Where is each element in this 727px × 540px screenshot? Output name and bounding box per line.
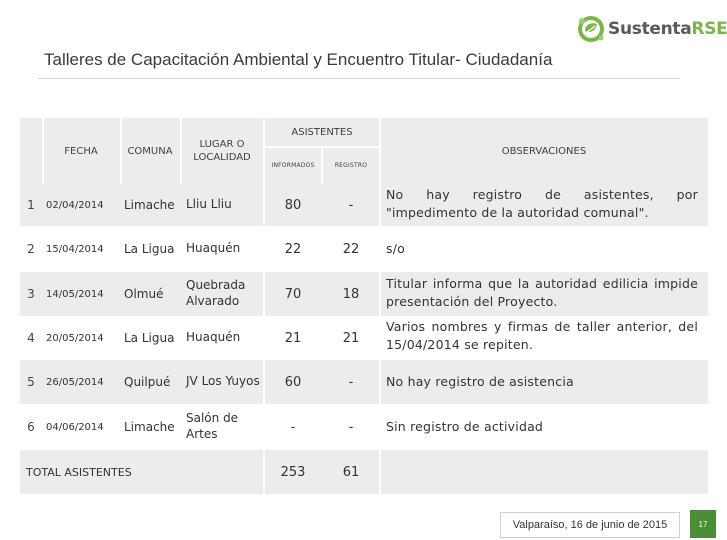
row-fecha: 15/04/2014 (46, 243, 104, 255)
row-observaciones: s/o (386, 240, 405, 256)
row-observaciones: Titular informa que la autoridad edilicia impide presentación del Proyecto. (386, 276, 698, 310)
grid-line (263, 118, 265, 494)
grid-line (379, 118, 381, 494)
header-lugar: LUGAR O LOCALIDAD (180, 118, 264, 184)
row-lugar: Lliu Lliu (186, 197, 232, 212)
row-registro: - (348, 419, 354, 435)
row-lugar: JV Los Yuyos (186, 374, 260, 389)
row-informados: 21 (284, 330, 302, 346)
row-lugar: Quebrada Alvarado (186, 278, 246, 308)
row-fecha: 26/05/2014 (46, 376, 104, 388)
row-number: 5 (27, 375, 35, 389)
row-registro: - (348, 197, 354, 213)
row-number: 2 (27, 242, 35, 256)
row-comuna: Limache (124, 420, 175, 434)
row-comuna: Limache (124, 198, 175, 212)
row-informados: 70 (284, 286, 302, 302)
header-asistentes: ASISTENTES (264, 118, 380, 146)
grid-line (120, 118, 122, 184)
row-observaciones: Sin registro de actividad (386, 418, 544, 434)
row-fecha: 14/05/2014 (46, 288, 104, 300)
total-registro: 61 (342, 464, 360, 480)
row-registro: - (348, 374, 354, 390)
row-number: 6 (27, 420, 35, 434)
header-registro: REGISTRO (322, 148, 380, 184)
page-number: 17 (690, 510, 716, 538)
row-observaciones: No hay registro de asistentes, por "impedimento de la autoridad comunal". (386, 187, 698, 221)
sustentarse-logo (576, 14, 727, 44)
row-comuna: Olmué (124, 287, 164, 301)
page-title: Talleres de Capacitación Ambiental y Encuentro Titular- Ciudadanía (44, 50, 553, 69)
grid-line (180, 118, 182, 184)
row-lugar: Salón de Artes (186, 411, 239, 441)
row-informados: 22 (284, 241, 302, 257)
row-lugar: Huaquén (186, 330, 241, 345)
row-registro: 21 (342, 330, 360, 346)
grid-line (42, 118, 44, 184)
header-informados: INFORMADOS (264, 148, 322, 184)
row-comuna: La Ligua (124, 331, 175, 345)
row-informados: 60 (284, 374, 302, 390)
row-observaciones: No hay registro de asistencia (386, 373, 574, 389)
leaf-logo-icon (576, 14, 606, 44)
row-registro: 22 (342, 241, 360, 257)
header-observaciones: OBSERVACIONES (380, 118, 708, 184)
total-informados: 253 (280, 464, 306, 480)
workshops-table (20, 118, 708, 494)
row-fecha: 02/04/2014 (46, 199, 104, 211)
row-comuna: La Ligua (124, 242, 175, 256)
row-fecha: 20/05/2014 (46, 332, 104, 344)
row-number: 3 (27, 287, 35, 301)
header-fecha: FECHA (42, 118, 120, 184)
row-number: 4 (27, 331, 35, 345)
logo-text-a: Sustenta (608, 19, 692, 39)
row-lugar: Huaquén (186, 241, 241, 256)
logo-text-b: RSE (691, 19, 727, 39)
row-informados: 80 (284, 197, 302, 213)
row-number: 1 (27, 198, 35, 212)
total-label: TOTAL ASISTENTES (26, 465, 132, 479)
header-comuna: COMUNA (120, 118, 180, 184)
row-comuna: Quilpué (124, 375, 171, 389)
row-fecha: 04/06/2014 (46, 421, 104, 433)
grid-line (264, 146, 380, 148)
title-divider (38, 78, 680, 79)
row-observaciones: Varios nombres y firmas de taller anterior, del 15/04/2014 se repiten. (386, 319, 698, 353)
row-registro: 18 (342, 286, 360, 302)
logo-wordmark (608, 19, 727, 39)
footer-location-date: Valparaíso, 16 de junio de 2015 (500, 512, 680, 538)
row-informados: - (290, 419, 296, 435)
grid-line (321, 147, 323, 184)
